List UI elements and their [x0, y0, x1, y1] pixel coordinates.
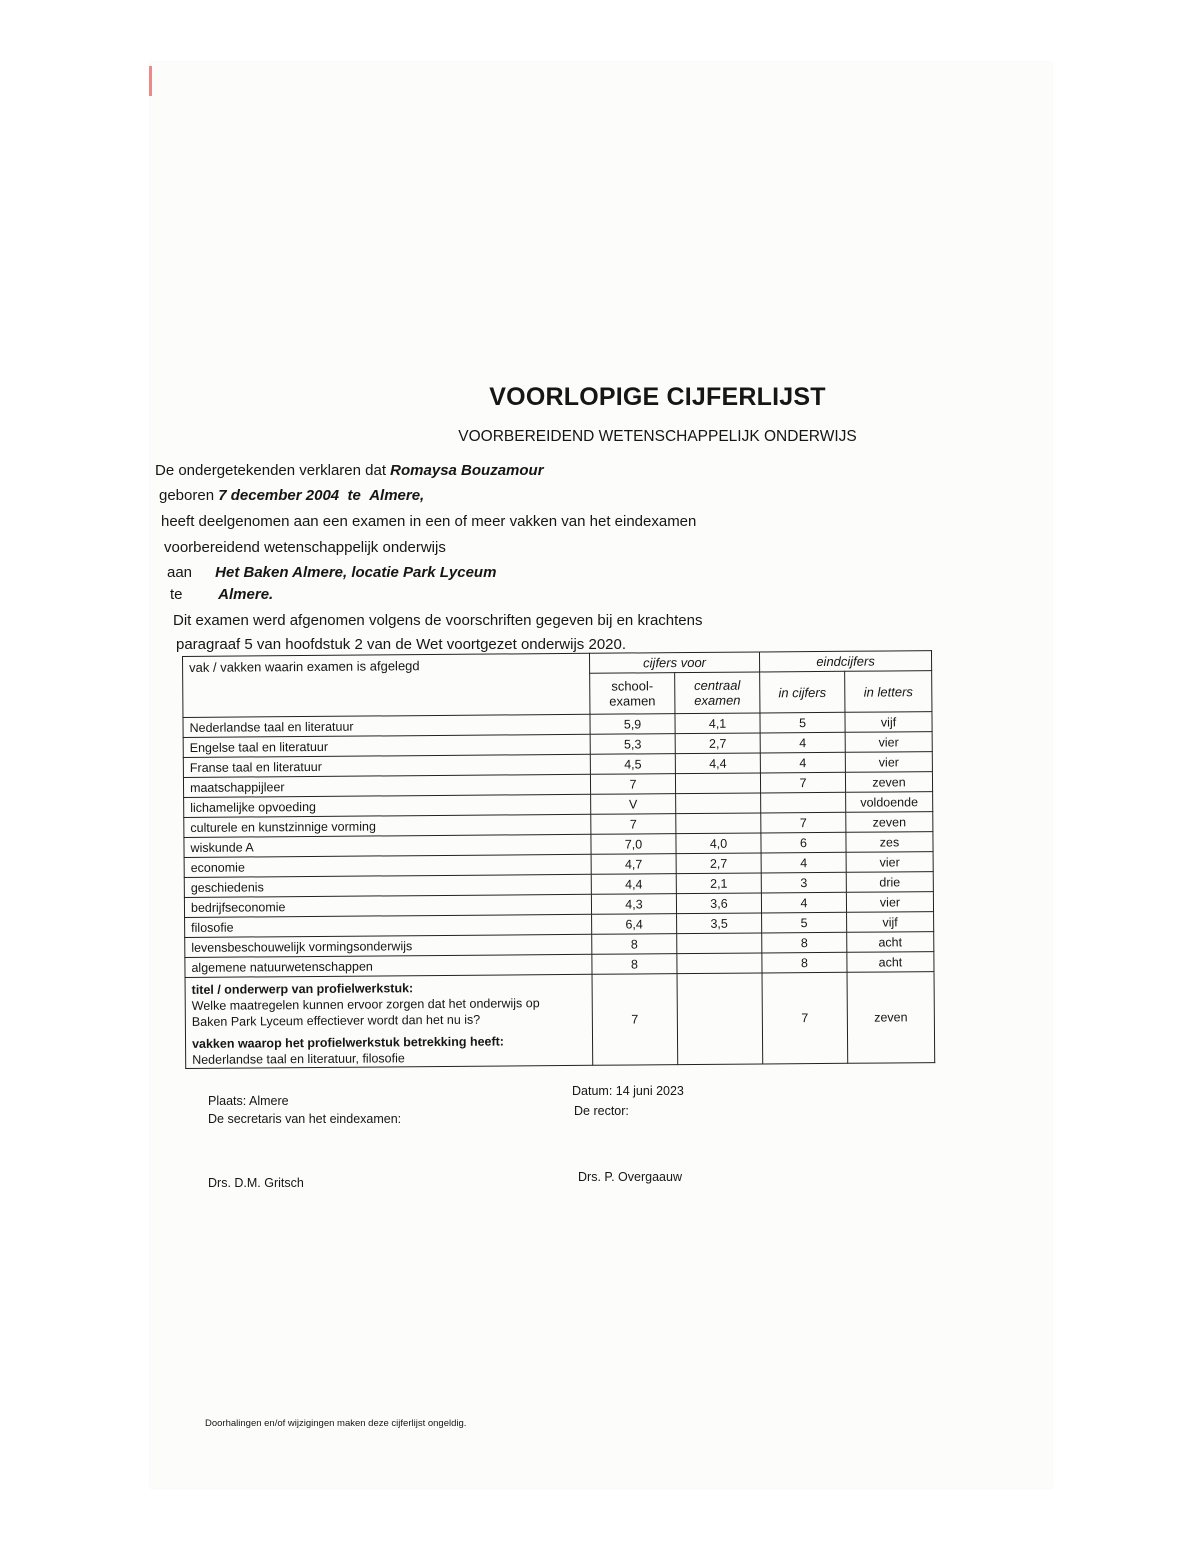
final-letters-cell: vier: [846, 852, 933, 873]
final-grade-cell: 5: [760, 712, 845, 733]
school-exam-cell: 7: [591, 814, 676, 835]
final-grade-cell: 7: [761, 812, 846, 833]
pws-central-grade: [677, 973, 763, 1065]
regulation-line-2: paragraaf 5 van hoofdstuk 2 van de Wet voortgezet onderwijs 2020.: [176, 636, 627, 653]
pws-title-text: Welke maatregelen kunnen ervoor zorgen dat het onderwijs op Baken Park Lyceum effectiever wordt dan het nu is?: [191, 996, 540, 1029]
header-in-cijfers: in cijfers: [760, 671, 845, 713]
rector-name: Drs. P. Overgaauw: [578, 1170, 682, 1184]
date-label: Datum: 14 juni 2023: [572, 1084, 684, 1098]
final-grade-cell: 3: [761, 872, 846, 893]
school-name: Het Baken Almere, locatie Park Lyceum: [215, 564, 497, 581]
central-exam-cell: [675, 773, 760, 794]
rector-label: De rector:: [574, 1104, 629, 1118]
student-name: Romaysa Bouzamour: [390, 462, 544, 479]
school-exam-cell: 6,4: [592, 914, 677, 935]
central-exam-cell: 2,1: [676, 873, 761, 894]
final-letters-cell: drie: [846, 872, 933, 893]
final-grade-cell: 4: [761, 852, 846, 873]
pws-subjects-label: vakken waarop het profielwerkstuk betrekking heeft:: [191, 1034, 504, 1051]
central-exam-cell: 4,4: [675, 753, 760, 774]
final-grade-cell: 5: [762, 912, 847, 933]
header-school-exam: school- examen: [590, 673, 675, 715]
final-letters-cell: zeven: [845, 772, 932, 793]
school-exam-cell: 7,0: [591, 834, 676, 855]
final-letters-cell: vier: [845, 732, 932, 753]
final-grade-cell: 8: [762, 952, 847, 973]
header-in-letters: in letters: [845, 671, 932, 713]
central-exam-cell: 3,6: [676, 893, 761, 914]
subject-cell: Franse taal en literatuur: [183, 754, 590, 777]
central-exam-cell: [677, 933, 762, 954]
central-exam-cell: [676, 793, 761, 814]
pws-final-grade: 7: [762, 972, 848, 1064]
aan-label: aan: [167, 564, 193, 581]
final-grade-cell: 4: [761, 892, 846, 913]
school-place: Almere.: [218, 586, 274, 603]
central-exam-cell: 4,0: [676, 833, 761, 854]
subject-cell: culturele en kunstzinnige vorming: [184, 814, 591, 837]
central-exam-cell: [677, 953, 762, 974]
header-subject: vak / vakken waarin examen is afgelegd: [183, 653, 590, 717]
final-letters-cell: vier: [845, 752, 932, 773]
final-letters-cell: zes: [846, 832, 933, 853]
place-line: [170, 586, 273, 603]
final-letters-cell: vijf: [847, 912, 934, 933]
intro-text: De ondergetekenden verklaren dat: [155, 462, 386, 479]
final-grade-cell: 7: [760, 772, 845, 793]
school-exam-cell: 4,3: [591, 894, 676, 915]
document-title: VOORLOPIGE CIJFERLIJST: [489, 383, 826, 411]
place-label: Plaats: Almere: [208, 1094, 289, 1108]
central-exam-cell: 4,1: [675, 713, 760, 734]
secretary-label: De secretaris van het eindexamen:: [208, 1112, 402, 1126]
subject-cell: algemene natuurwetenschappen: [185, 954, 592, 977]
subject-cell: bedrijfseconomie: [184, 894, 591, 917]
header-cijfers-voor: cijfers voor: [589, 652, 759, 673]
subject-cell: Engelse taal en literatuur: [183, 734, 590, 757]
pws-row: [185, 972, 935, 1069]
final-letters-cell: acht: [847, 952, 934, 973]
final-grade-cell: 8: [762, 932, 847, 953]
birth-line: [159, 487, 424, 504]
secretary-name: Drs. D.M. Gritsch: [208, 1176, 304, 1190]
subject-cell: lichamelijke opvoeding: [184, 794, 591, 817]
final-letters-cell: acht: [847, 932, 934, 953]
final-letters-cell: voldoende: [846, 792, 933, 813]
document-subtitle: VOORBEREIDEND WETENSCHAPPELIJK ONDERWIJS: [458, 428, 857, 445]
school-line: [167, 564, 496, 581]
school-exam-cell: 4,4: [591, 874, 676, 895]
school-exam-cell: 5,3: [590, 734, 675, 755]
grade-rows: [183, 712, 934, 978]
pws-school-grade: 7: [592, 974, 678, 1066]
paper-edge-mark: [149, 66, 152, 96]
exam-line: heeft deelgenomen aan een examen in een of meer vakken van het eindexamen: [161, 513, 697, 530]
school-exam-cell: 8: [592, 934, 677, 955]
subject-cell: levensbeschouwelijk vormingsonderwijs: [185, 934, 592, 957]
central-exam-cell: [676, 813, 761, 834]
school-exam-cell: V: [591, 794, 676, 815]
subject-cell: wiskunde A: [184, 834, 591, 857]
subject-cell: economie: [184, 854, 591, 877]
central-exam-cell: 2,7: [675, 733, 760, 754]
final-grade-cell: 4: [760, 752, 845, 773]
education-line: voorbereidend wetenschappelijk onderwijs: [164, 539, 446, 556]
central-exam-cell: 3,5: [677, 913, 762, 934]
school-exam-cell: 8: [592, 954, 677, 975]
final-grade-cell: [761, 792, 846, 813]
school-exam-cell: 7: [590, 774, 675, 795]
te-label: te: [170, 586, 183, 603]
birth-place: Almere,: [369, 487, 425, 504]
subject-cell: Nederlandse taal en literatuur: [183, 714, 590, 737]
subject-cell: geschiedenis: [184, 874, 591, 897]
regulation-line-1: Dit examen werd afgenomen volgens de voorschriften gegeven bij en krachtens: [173, 612, 703, 629]
subject-cell: maatschappijleer: [183, 774, 590, 797]
birth-date: 7 december 2004: [218, 487, 340, 504]
pws-final-letters: zeven: [847, 972, 935, 1064]
final-letters-cell: zeven: [846, 812, 933, 833]
final-grade-cell: 4: [760, 732, 845, 753]
school-exam-cell: 4,5: [590, 754, 675, 775]
pws-details: [185, 974, 593, 1068]
final-letters-cell: vijf: [845, 712, 932, 733]
header-eindcijfers: eindcijfers: [759, 651, 931, 672]
intro-line: [155, 462, 544, 479]
validity-note: Doorhalingen en/of wijzigingen maken deze cijferlijst ongeldig.: [205, 1418, 467, 1429]
pws-title-label: titel / onderwerp van profielwerkstuk:: [191, 981, 414, 997]
final-grade-cell: 6: [761, 832, 846, 853]
birth-te: te: [347, 487, 361, 504]
born-label: geboren: [159, 487, 215, 504]
subject-cell: filosofie: [185, 914, 592, 937]
final-letters-cell: vier: [846, 892, 933, 913]
school-exam-cell: 4,7: [591, 854, 676, 875]
header-central-exam: centraal examen: [675, 672, 760, 714]
central-exam-cell: 2,7: [676, 853, 761, 874]
school-exam-cell: 5,9: [590, 714, 675, 735]
grades-table: [182, 650, 935, 1069]
pws-subjects-text: Nederlandse taal en literatuur, filosofie: [192, 1051, 405, 1067]
